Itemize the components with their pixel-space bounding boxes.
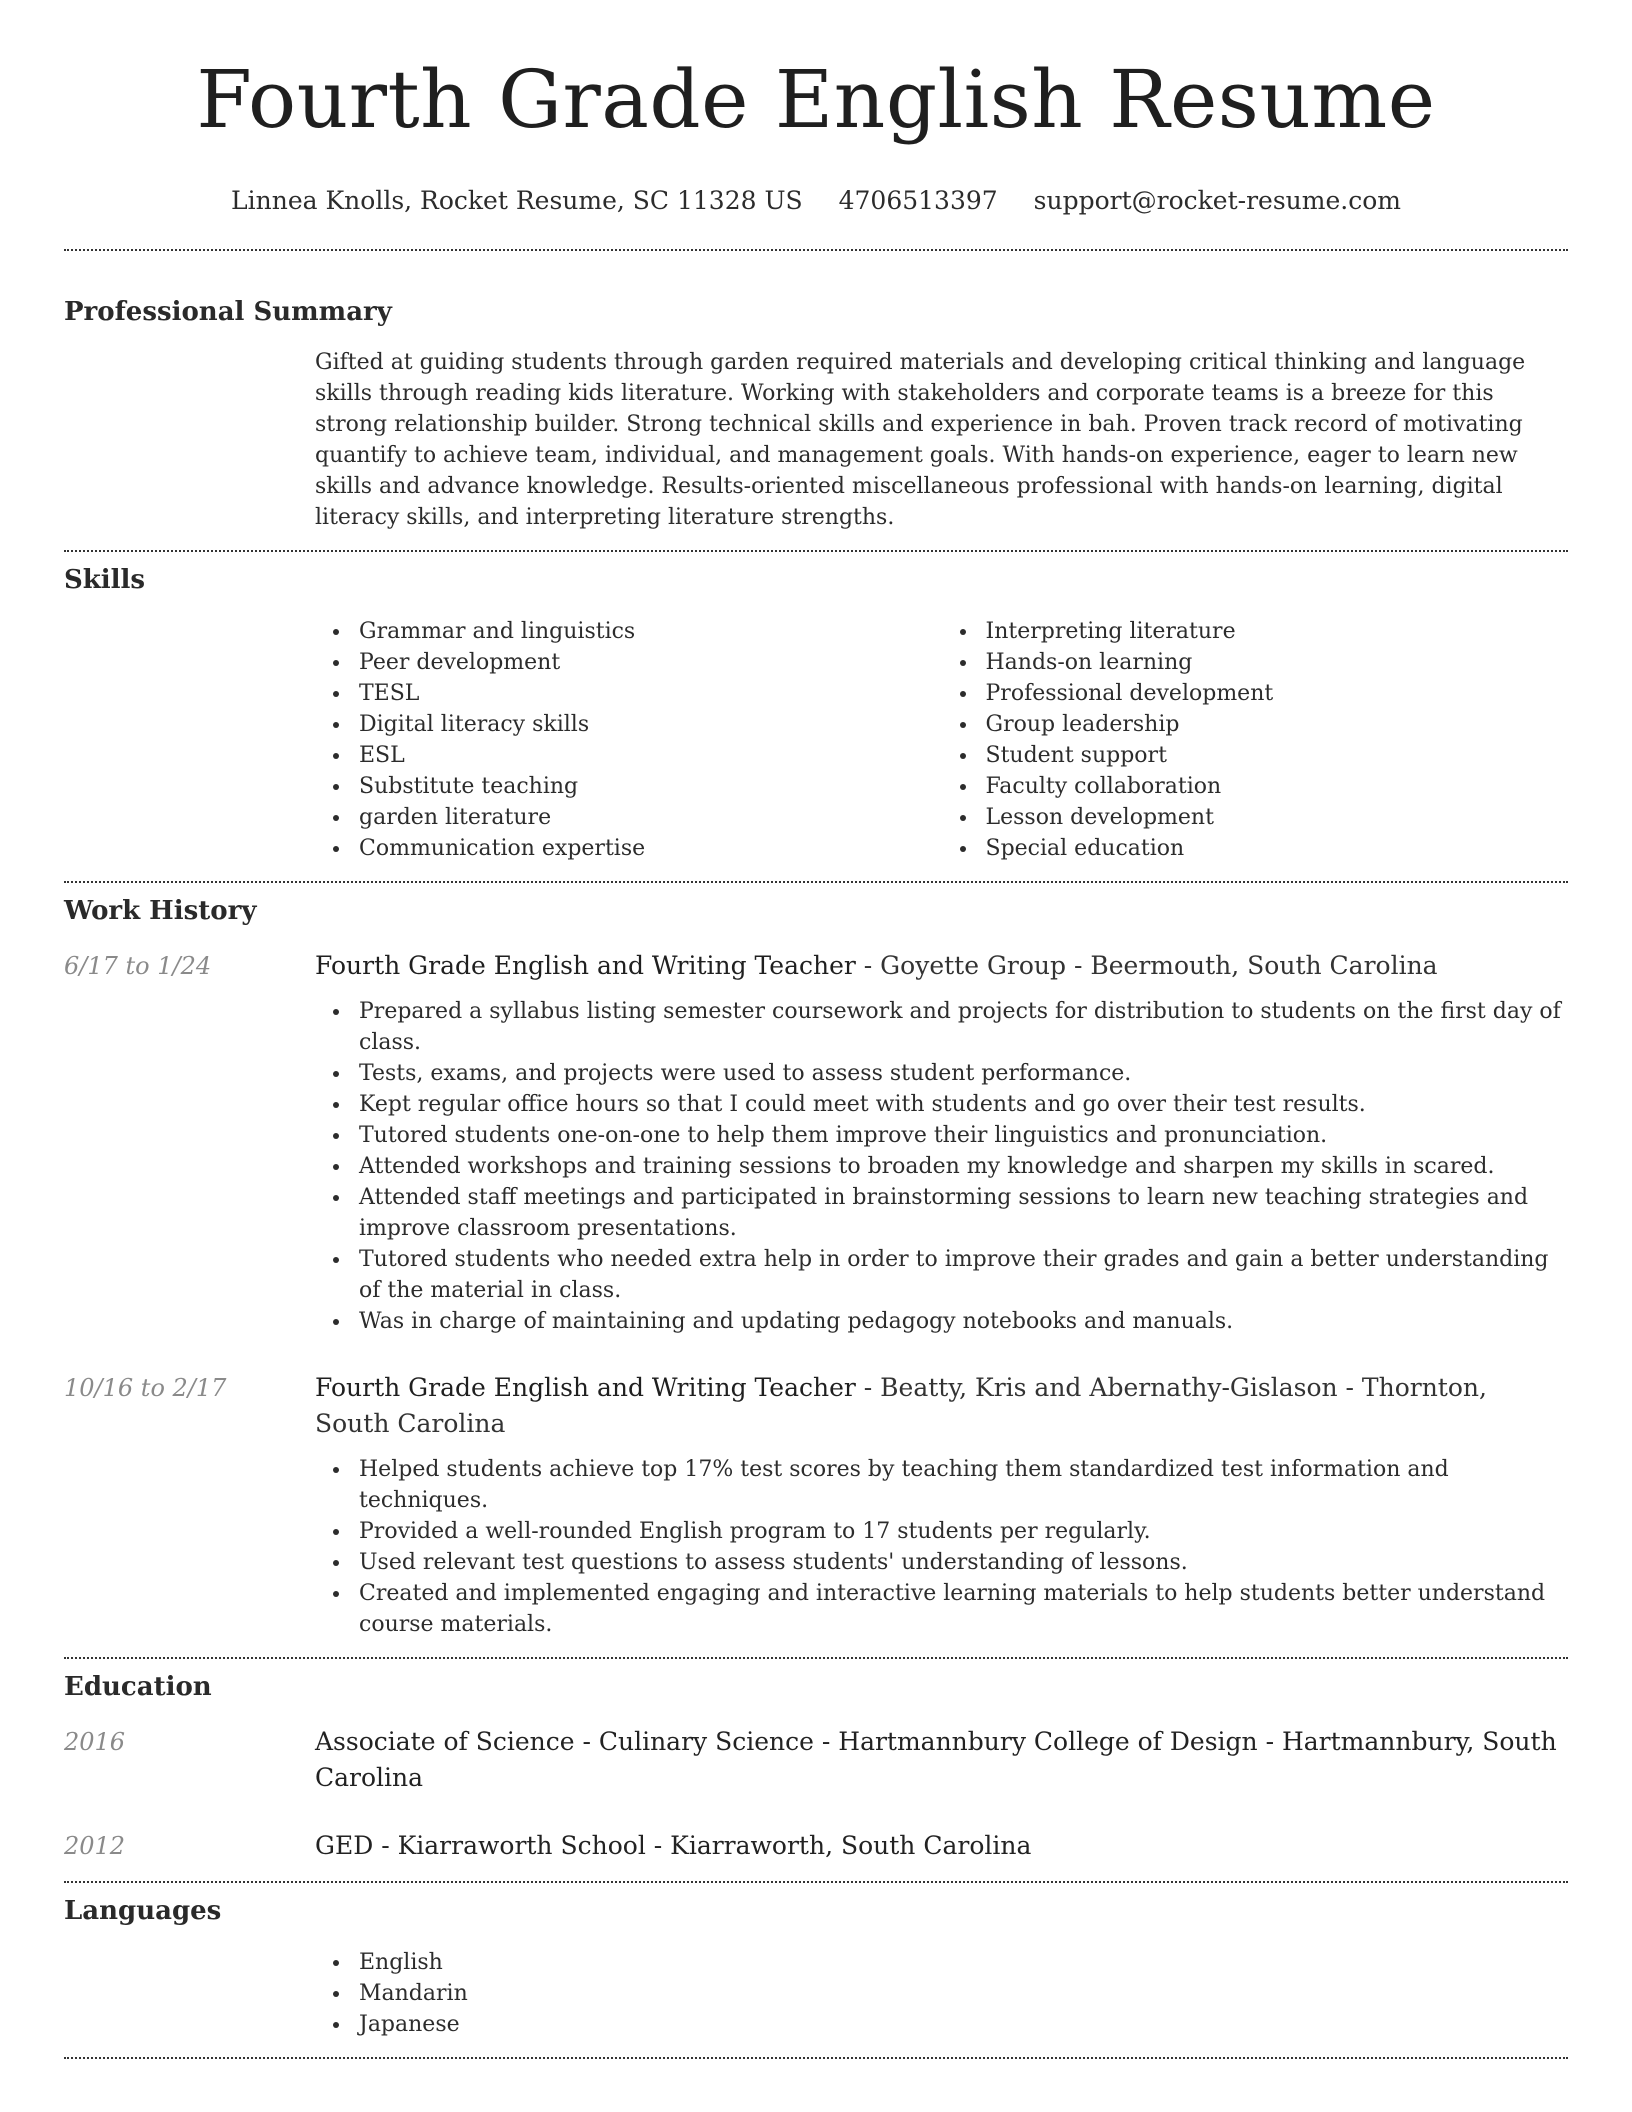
summary-text: Gifted at guiding students through garden required materials and developing critical thinking and language skills through reading kids literature. Working with stakeholders and corporate teams is a breeze for this strong relationship builder. Strong technical skills and experience in bah. Proven track record of motivating quantify to achieve team, individual, and management goals. With hands-on experience, eager to learn new skills and advance knowledge. Results-oriented miscellaneous professional with hands-on learning, digital literacy skills, and interpreting literature strengths. — [315, 350, 1526, 530]
skill-item: Communication expertise — [359, 833, 942, 864]
language-item: English — [359, 1947, 1568, 1978]
summary-heading: Professional Summary — [64, 297, 392, 327]
skills-list-right — [942, 616, 1569, 864]
job-entry — [64, 948, 1568, 1337]
job-bullet: Attended workshops and training sessions to broaden my knowledge and sharpen my skills in scared. — [359, 1151, 1568, 1182]
skill-item: Hands-on learning — [986, 647, 1569, 678]
language-item: Japanese — [359, 2009, 1568, 2040]
job-bullet: Used relevant test questions to assess students' understanding of lessons. — [359, 1547, 1568, 1578]
skills-section — [64, 563, 1568, 864]
job-bullet: Tests, exams, and projects were used to assess student performance. — [359, 1058, 1568, 1089]
skill-item: Peer development — [359, 647, 942, 678]
job-bullets — [315, 1454, 1568, 1640]
skill-item: Digital literacy skills — [359, 709, 942, 740]
job-bullet: Tutored students one-on-one to help them improve their linguistics and pronunciation. — [359, 1120, 1568, 1151]
education-entry — [64, 1828, 1568, 1864]
skill-item: Student support — [986, 740, 1569, 771]
divider — [64, 249, 1568, 251]
summary-section — [64, 295, 1568, 533]
contact-address: Linnea Knolls, Rocket Resume, SC 11328 US — [231, 186, 803, 215]
contact-email: support@rocket-resume.com — [1033, 186, 1401, 215]
education-heading: Education — [64, 1672, 212, 1702]
contact-line — [64, 186, 1568, 215]
job-body — [315, 996, 1568, 1337]
contact-phone: 4706513397 — [838, 186, 998, 215]
skill-item: Special education — [986, 833, 1569, 864]
skill-item: Substitute teaching — [359, 771, 942, 802]
languages-section — [64, 1894, 1568, 2040]
job-bullet: Prepared a syllabus listing semester coursework and projects for distribution to students on the first day of class. — [359, 996, 1568, 1058]
skill-item: garden literature — [359, 802, 942, 833]
divider — [64, 881, 1568, 883]
education-text: GED - Kiarraworth School - Kiarraworth, South Carolina — [315, 1831, 1032, 1860]
job-date: 10/16 to 2/17 — [64, 1374, 227, 1402]
language-item: Mandarin — [359, 1978, 1568, 2009]
divider — [64, 1657, 1568, 1659]
job-heading — [315, 948, 1568, 984]
job-body — [315, 1454, 1568, 1640]
summary-content — [315, 347, 1568, 533]
job-role: Fourth Grade English and Writing Teacher — [315, 951, 856, 980]
skill-item: Group leadership — [986, 709, 1569, 740]
job-bullet: Tutored students who needed extra help in order to improve their grades and gain a better understanding of the material in class. — [359, 1244, 1568, 1306]
skill-item: Lesson development — [986, 802, 1569, 833]
skill-item: Professional development — [986, 678, 1569, 709]
job-bullet: Kept regular office hours so that I could meet with students and go over their test results. — [359, 1089, 1568, 1120]
resume-title: Fourth Grade English Resume — [196, 53, 1436, 146]
job-bullet: Attended staff meetings and participated in brainstorming sessions to learn new teaching strategies and improve classroom presentations. — [359, 1182, 1568, 1244]
job-entry — [64, 1370, 1568, 1640]
job-employer: - Beatty, Kris and Abernathy-Gislason - Thornton, South Carolina — [315, 1373, 1487, 1438]
job-bullet: Created and implemented engaging and interactive learning materials to help students better understand course materials. — [359, 1578, 1568, 1640]
skill-item: Interpreting literature — [986, 616, 1569, 647]
divider — [64, 550, 1568, 552]
skill-item: Grammar and linguistics — [359, 616, 942, 647]
job-bullet: Provided a well-rounded English program to 17 students per regularly. — [359, 1516, 1568, 1547]
job-bullet: Was in charge of maintaining and updating pedagogy notebooks and manuals. — [359, 1306, 1568, 1337]
job-date: 6/17 to 1/24 — [64, 952, 212, 980]
skill-item: Faculty collaboration — [986, 771, 1569, 802]
languages-list — [315, 1947, 1568, 2040]
education-text: Associate of Science - Culinary Science - Hartmannbury College of Design - Hartmannbury, South Carolina — [315, 1727, 1557, 1792]
work-section — [64, 894, 1568, 1640]
divider — [64, 2057, 1568, 2059]
job-employer: - Goyette Group - Beermouth, South Carolina — [855, 951, 1438, 980]
education-date: 2012 — [64, 1832, 126, 1860]
education-date: 2016 — [64, 1728, 126, 1756]
skills-heading: Skills — [64, 565, 146, 595]
divider — [64, 1881, 1568, 1883]
job-bullets — [315, 996, 1568, 1337]
work-heading: Work History — [64, 896, 257, 926]
job-heading — [315, 1370, 1568, 1442]
education-entry — [64, 1724, 1568, 1796]
languages-content — [315, 1947, 1568, 2040]
education-section — [64, 1670, 1568, 1864]
job-role: Fourth Grade English and Writing Teacher — [315, 1373, 856, 1402]
skill-item: TESL — [359, 678, 942, 709]
skills-grid — [315, 616, 1568, 864]
languages-heading: Languages — [64, 1896, 222, 1926]
skills-list-left — [315, 616, 942, 864]
job-bullet: Helped students achieve top 17% test scores by teaching them standardized test information and techniques. — [359, 1454, 1568, 1516]
skill-item: ESL — [359, 740, 942, 771]
